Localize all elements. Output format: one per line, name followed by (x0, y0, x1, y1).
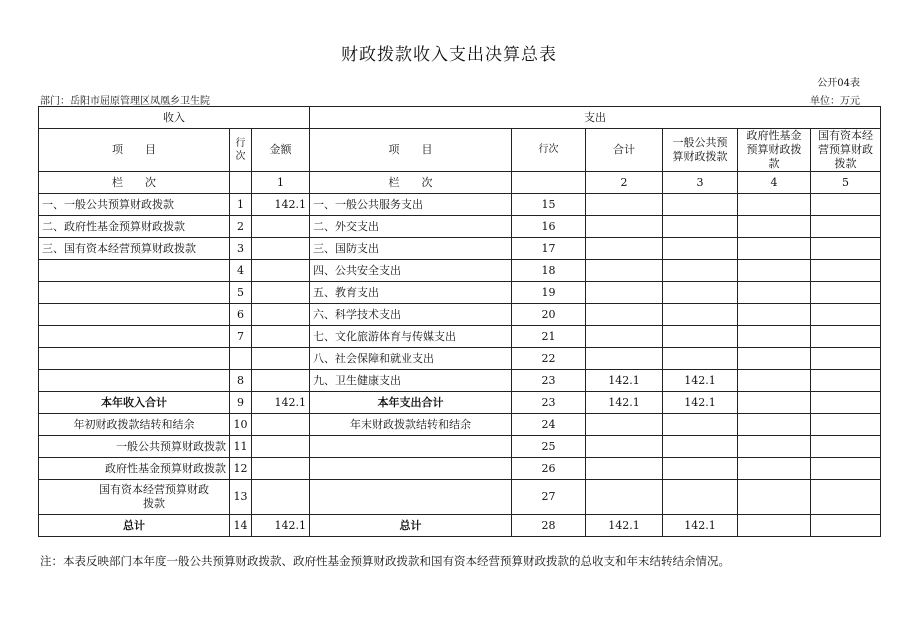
income-amount: 142.1 (252, 194, 310, 216)
income-amount (252, 436, 310, 458)
expense-general (663, 194, 738, 216)
income-amount (252, 238, 310, 260)
empty-cell (586, 414, 663, 436)
income-amount (252, 414, 310, 436)
income-row-no-header: 行 次 (230, 129, 252, 172)
expense-total (586, 304, 663, 326)
empty-cell (738, 480, 811, 515)
expense-item-header: 项 目 (310, 129, 512, 172)
expense-general (663, 326, 738, 348)
expense-total: 142.1 (586, 392, 663, 414)
income-row-no: 4 (230, 260, 252, 282)
col-index-2: 2 (586, 172, 663, 194)
carry-expense-item: 年末财政拨款结转和结余 (310, 414, 512, 436)
carry-income-item: 年初财政拨款结转和结余 (39, 414, 230, 436)
total-header: 合计 (586, 129, 663, 172)
expense-soe (811, 326, 881, 348)
expense-header: 支出 (310, 107, 881, 129)
amount-header: 金额 (252, 129, 310, 172)
expense-total: 142.1 (586, 515, 663, 537)
expense-total (586, 238, 663, 260)
header-row-1 (39, 107, 881, 129)
expense-item: 五、教育支出 (310, 282, 512, 304)
expense-row-no: 17 (512, 238, 586, 260)
income-row-no: 9 (230, 392, 252, 414)
empty-cell (586, 436, 663, 458)
grand-total-income-label: 总计 (39, 515, 230, 537)
carry-row (39, 414, 881, 436)
income-row-no: 12 (230, 458, 252, 480)
income-row-no: 7 (230, 326, 252, 348)
table-row (39, 304, 881, 326)
expense-soe (811, 216, 881, 238)
expense-row-no: 26 (512, 458, 586, 480)
income-row-no (230, 348, 252, 370)
unit-label: 单位：万元 (810, 96, 860, 107)
income-item (39, 326, 230, 348)
income-row-no: 2 (230, 216, 252, 238)
table-row (39, 282, 881, 304)
lan-label-2: 栏 次 (310, 172, 512, 194)
expense-fund (738, 282, 811, 304)
income-amount (252, 282, 310, 304)
expense-total (586, 282, 663, 304)
expense-row-no: 24 (512, 414, 586, 436)
expense-row-no: 20 (512, 304, 586, 326)
col-index-1: 1 (252, 172, 310, 194)
income-amount (252, 260, 310, 282)
expense-general (663, 260, 738, 282)
col-index-4: 4 (738, 172, 811, 194)
fiscal-table (38, 106, 881, 537)
expense-general (663, 304, 738, 326)
header-row-2 (39, 129, 881, 172)
income-item (39, 260, 230, 282)
soe-budget-header: 国有资本经营预算财政拨款 (811, 129, 881, 172)
income-amount (252, 216, 310, 238)
carry-income-item: 一般公共预算财政拨款 (39, 436, 230, 458)
expense-row-no: 28 (512, 515, 586, 537)
income-header: 收入 (39, 107, 310, 129)
expense-item: 六、科学技术支出 (310, 304, 512, 326)
income-row-no: 3 (230, 238, 252, 260)
empty-cell (811, 480, 881, 515)
carry-expense-item (310, 436, 512, 458)
table-row (39, 326, 881, 348)
expense-row-no-header: 行次 (512, 129, 586, 172)
expense-soe (811, 515, 881, 537)
expense-general (663, 282, 738, 304)
col-index-3: 3 (663, 172, 738, 194)
empty-cell (586, 458, 663, 480)
income-row-no: 8 (230, 370, 252, 392)
expense-total (586, 348, 663, 370)
table-row (39, 216, 881, 238)
expense-fund (738, 370, 811, 392)
expense-item: 三、国防支出 (310, 238, 512, 260)
empty-cell (586, 480, 663, 515)
income-item (39, 282, 230, 304)
table-row (39, 348, 881, 370)
fund-budget-header: 政府性基金预算财政拨款 (738, 129, 811, 172)
expense-fund (738, 238, 811, 260)
income-amount (252, 480, 310, 515)
expense-general: 142.1 (663, 392, 738, 414)
grand-total-income-amount: 142.1 (252, 515, 310, 537)
income-row-no: 11 (230, 436, 252, 458)
year-income-total-label: 本年收入合计 (39, 392, 230, 414)
expense-soe (811, 260, 881, 282)
expense-row-no: 16 (512, 216, 586, 238)
department-label: 部门：岳阳市屈原管理区凤凰乡卫生院 (40, 96, 210, 107)
empty-cell (663, 436, 738, 458)
income-item (39, 348, 230, 370)
expense-total (586, 260, 663, 282)
income-amount (252, 304, 310, 326)
empty-cell (738, 436, 811, 458)
lan-label: 栏 次 (39, 172, 230, 194)
year-expense-total-label: 本年支出合计 (310, 392, 512, 414)
expense-soe (811, 370, 881, 392)
expense-fund (738, 304, 811, 326)
expense-total (586, 326, 663, 348)
table-row (39, 370, 881, 392)
grand-total-row (39, 515, 881, 537)
expense-general (663, 348, 738, 370)
year-income-total-amount: 142.1 (252, 392, 310, 414)
page-title: 财政拨款收入支出决算总表 (341, 45, 557, 65)
income-item: 二、政府性基金预算财政拨款 (39, 216, 230, 238)
carry-row (39, 436, 881, 458)
income-row-no: 6 (230, 304, 252, 326)
income-row-no: 14 (230, 515, 252, 537)
income-item (39, 304, 230, 326)
expense-fund (738, 260, 811, 282)
expense-row-no: 22 (512, 348, 586, 370)
expense-item: 一、一般公共服务支出 (310, 194, 512, 216)
expense-general (663, 238, 738, 260)
expense-soe (811, 304, 881, 326)
carry-expense-item (310, 480, 512, 515)
carry-row (39, 480, 881, 515)
column-index-row (39, 172, 881, 194)
table-row (39, 260, 881, 282)
expense-soe (811, 194, 881, 216)
expense-row-no: 23 (512, 392, 586, 414)
grand-total-expense-label: 总计 (310, 515, 512, 537)
empty-cell (738, 458, 811, 480)
carry-row (39, 458, 881, 480)
expense-general: 142.1 (663, 515, 738, 537)
income-item: 三、国有资本经营预算财政拨款 (39, 238, 230, 260)
expense-row-no: 27 (512, 480, 586, 515)
carry-expense-item (310, 458, 512, 480)
income-amount (252, 326, 310, 348)
income-item (39, 370, 230, 392)
expense-row-no: 25 (512, 436, 586, 458)
expense-fund (738, 194, 811, 216)
expense-fund (738, 392, 811, 414)
empty-cell (811, 414, 881, 436)
general-budget-header: 一般公共预算财政拨款 (663, 129, 738, 172)
income-amount (252, 348, 310, 370)
expense-row-no: 18 (512, 260, 586, 282)
expense-fund (738, 326, 811, 348)
expense-row-no: 21 (512, 326, 586, 348)
income-row-no: 10 (230, 414, 252, 436)
expense-row-no: 23 (512, 370, 586, 392)
empty-cell (663, 480, 738, 515)
table-row (39, 238, 881, 260)
expense-total (586, 194, 663, 216)
empty-cell (811, 458, 881, 480)
empty-cell (663, 414, 738, 436)
expense-general: 142.1 (663, 370, 738, 392)
income-row-no: 5 (230, 282, 252, 304)
table-row (39, 194, 881, 216)
empty-cell (738, 414, 811, 436)
income-row-no: 13 (230, 480, 252, 515)
form-number: 公开04表 (817, 78, 860, 89)
expense-item: 四、公共安全支出 (310, 260, 512, 282)
income-row-no: 1 (230, 194, 252, 216)
expense-fund (738, 348, 811, 370)
income-amount (252, 370, 310, 392)
expense-total (586, 216, 663, 238)
expense-item: 二、外交支出 (310, 216, 512, 238)
income-item: 一、一般公共预算财政拨款 (39, 194, 230, 216)
empty-cell (663, 458, 738, 480)
expense-row-no: 19 (512, 282, 586, 304)
year-total-row (39, 392, 881, 414)
expense-soe (811, 282, 881, 304)
expense-fund (738, 216, 811, 238)
expense-item: 九、卫生健康支出 (310, 370, 512, 392)
expense-soe (811, 238, 881, 260)
income-item-header: 项 目 (39, 129, 230, 172)
empty-cell (811, 436, 881, 458)
income-amount (252, 458, 310, 480)
carry-income-item: 政府性基金预算财政拨款 (39, 458, 230, 480)
carry-income-item: 国有资本经营预算财政拨款 (39, 480, 230, 515)
expense-general (663, 216, 738, 238)
expense-item: 七、文化旅游体育与传媒支出 (310, 326, 512, 348)
expense-total: 142.1 (586, 370, 663, 392)
expense-row-no: 15 (512, 194, 586, 216)
expense-fund (738, 515, 811, 537)
col-index-5: 5 (811, 172, 881, 194)
expense-soe (811, 392, 881, 414)
footnote: 注：本表反映部门本年度一般公共预算财政拨款、政府性基金预算财政拨款和国有资本经营预算财政拨款的总收支和年末结转结余情况。 (40, 554, 730, 568)
expense-item: 八、社会保障和就业支出 (310, 348, 512, 370)
expense-soe (811, 348, 881, 370)
